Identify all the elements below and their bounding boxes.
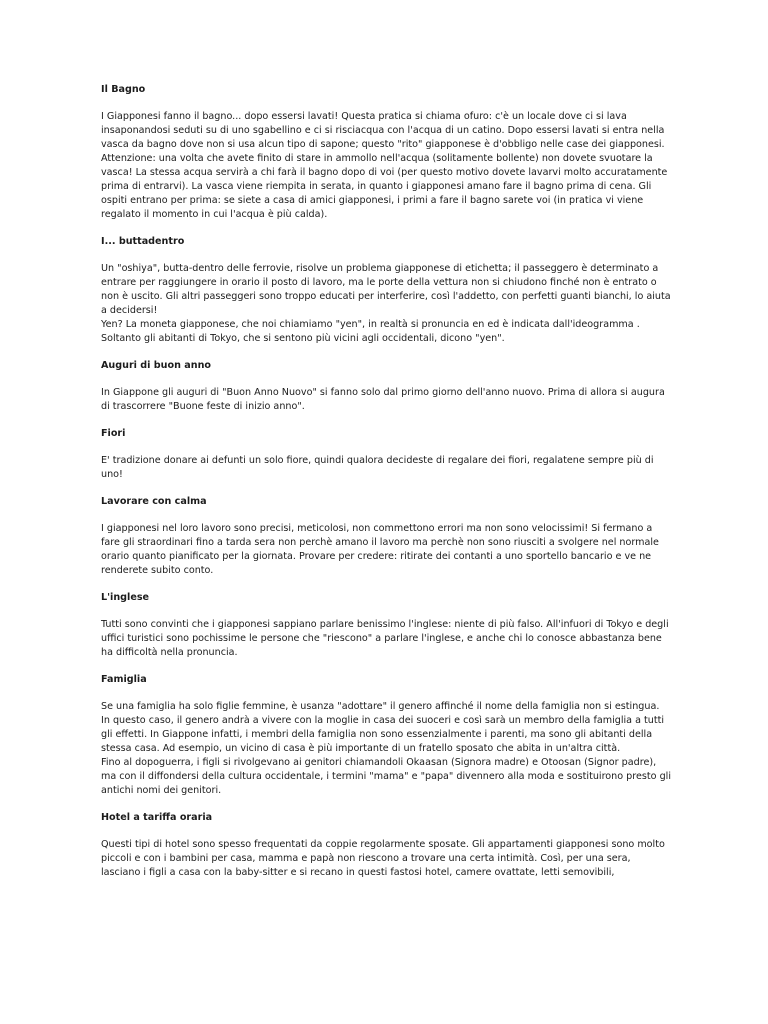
section-lavorare: [101, 495, 671, 578]
paragraph: Yen? La moneta giapponese, che noi chiamiamo "yen", in realtà si pronuncia en ed è indicata dall'ideogramma . Soltanto gli abitanti di Tokyo, che si sentono più vicini agli occidentali, dicono "yen".: [101, 319, 640, 344]
section-bagno: [101, 83, 671, 222]
paragraph: In Giappone gli auguri di "Buon Anno Nuovo" si fanno solo dal primo giorno dell'anno nuovo. Prima di allora si augura di trascorrere "Buone feste di inizio anno".: [101, 387, 665, 412]
section-heading: Auguri di buon anno: [101, 360, 211, 371]
section-heading: Lavorare con calma: [101, 496, 207, 507]
section-heading: Fiori: [101, 428, 126, 439]
section-buttadentro: [101, 235, 671, 346]
paragraph: Questi tipi di hotel sono spesso frequentati da coppie regolarmente sposate. Gli appartamenti giapponesi sono molto piccoli e con i bambini per casa, mamma e papà non riescono a trovare una certa intimità. Così, per una sera, lasciano i figli a casa con la baby-sitter e si recano in questi fastosi hotel, camere ovattate, letti semovibili,: [101, 839, 665, 878]
paragraph: Attenzione: una volta che avete finito di stare in ammollo nell'acqua (solitamente bollente) non dovete svuotare la vasca! La stessa acqua servirà a chi farà il bagno dopo di voi (per questo motivo dovete lavarvi molto accuratamente prima di entrarvi). La vasca viene riempita in serata, in quanto i giapponesi amano fare il bagno prima di cena. Gli ospiti entrano per prima: se siete a casa di amici giapponesi, i primi a fare il bagno sarete voi (in pratica vi viene regalato il momento in cui l'acqua è più calda).: [101, 153, 668, 220]
section-heading: Il Bagno: [101, 84, 146, 95]
section-hotel: [101, 811, 671, 880]
section-auguri: [101, 359, 671, 414]
section-heading: I... buttadentro: [101, 236, 185, 247]
section-heading: L'inglese: [101, 592, 150, 603]
paragraph: I giapponesi nel loro lavoro sono precisi, meticolosi, non commettono errori ma non sono velocissimi! Si fermano a fare gli straordinari fino a tarda sera non perchè amano il lavoro ma perchè non sono riusciti a svolgere nel normale orario quanto pianificato per la giornata. Provare per credere: ritirate dei contanti a uno sportello bancario e ve ne renderete subito conto.: [101, 523, 659, 576]
section-heading: Hotel a tariffa oraria: [101, 812, 213, 823]
document-page: [101, 83, 671, 880]
section-heading: Famiglia: [101, 674, 147, 685]
paragraph: E' tradizione donare ai defunti un solo fiore, quindi qualora decideste di regalare dei fiori, regalatene sempre più di uno!: [101, 455, 654, 480]
section-famiglia: [101, 673, 671, 798]
paragraph: I Giapponesi fanno il bagno... dopo essersi lavati! Questa pratica si chiama ofuro: c'è un locale dove ci si lava insaponandosi seduti su di uno sgabellino e ci si risciacqua con l'acqua di un catino. Dopo essersi lavati si entra nella vasca da bagno dove non si usa alcun tipo di sapone; questo "rito" giapponese è d'obbligo nelle case dei giapponesi.: [101, 111, 665, 150]
paragraph: Se una famiglia ha solo figlie femmine, è usanza "adottare" il genero affinché il nome della famiglia non si estingua. In questo caso, il genero andrà a vivere con la moglie in casa dei suoceri e così sarà un membro della famiglia a tutti gli effetti. In Giappone infatti, i membri della famiglia non sono essenzialmente i parenti, ma sono gli abitanti della stessa casa. Ad esempio, un vicino di casa è più importante di un fratello sposato che abita in un'altra città.: [101, 701, 665, 754]
section-inglese: [101, 591, 671, 660]
section-fiori: [101, 427, 671, 482]
paragraph: Tutti sono convinti che i giapponesi sappiano parlare benissimo l'inglese: niente di più falso. All'infuori di Tokyo e degli uffici turistici sono pochissime le persone che "riescono" a parlare l'inglese, e anche chi lo conosce abbastanza bene ha difficoltà nella pronuncia.: [101, 619, 669, 658]
paragraph: Fino al dopoguerra, i figli si rivolgevano ai genitori chiamandoli Okaasan (Signora madre) e Otoosan (Signor padre), ma con il diffondersi della cultura occidentale, i termini "mama" e "papa" divennero alla moda e sostituirono presto gli antichi nomi dei genitori.: [101, 757, 671, 796]
paragraph: Un "oshiya", butta-dentro delle ferrovie, risolve un problema giapponese di etichetta; il passeggero è determinato a entrare per raggiungere in orario il posto di lavoro, ma le porte della vettura non si chiudono finché non è entrato o non è uscito. Gli altri passeggeri sono troppo educati per interferire, così l'addetto, con perfetti guanti bianchi, lo aiuta a decidersi!: [101, 263, 671, 316]
